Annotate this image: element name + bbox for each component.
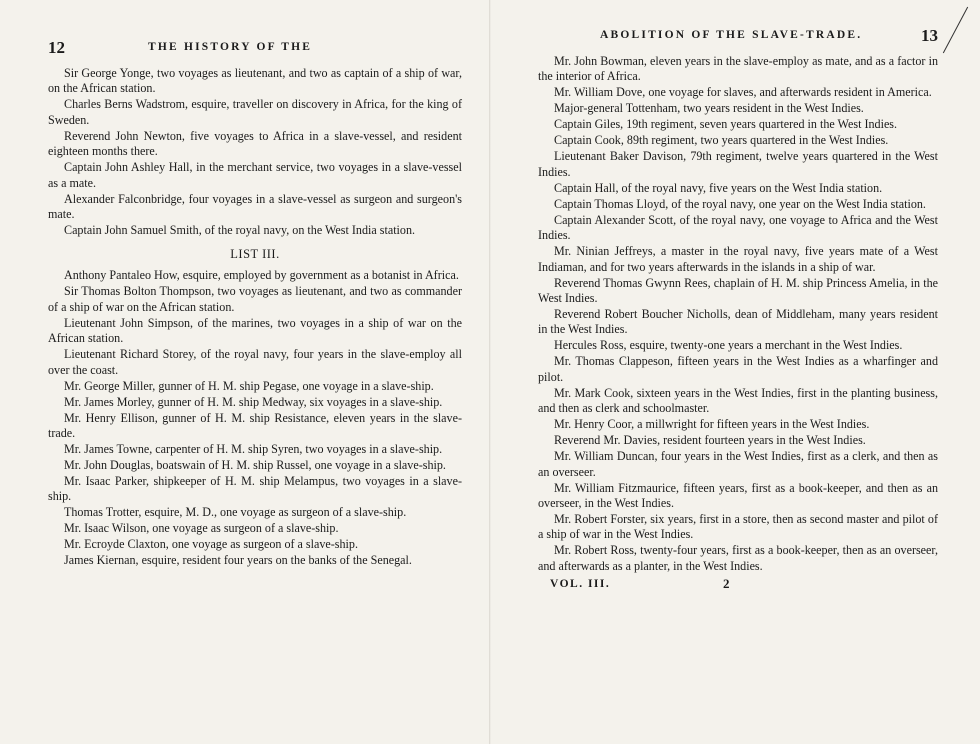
list-entry: Hercules Ross, esquire, twenty-one years a merchant in the West Indies. <box>554 338 903 353</box>
list-entry: Sir Thomas Bolton Thompson, two voyages as lieutenant, and two as commander of a ship of war on the African station. <box>48 284 462 314</box>
list-entry: Captain Alexander Scott, of the royal navy, one voyage to Africa and the West Indies. <box>538 212 938 243</box>
list-entry: Mr. Isaac Parker, shipkeeper of H. M. ship Melampus, two voyages in a slave-ship. <box>48 474 462 504</box>
list-entry: Sir George Yonge, two voyages as lieutenant, and two as captain of a ship of war, on the African station. <box>48 66 462 96</box>
pen-stroke-mark <box>943 7 968 53</box>
list-entry: James Kiernan, esquire, resident four years on the banks of the Senegal. <box>64 553 412 568</box>
volume-label: VOL. III. <box>550 578 611 591</box>
list-entry: Captain John Samuel Smith, of the royal navy, on the West India station. <box>64 223 416 238</box>
list-entry: Captain Thomas Lloyd, of the royal navy, one year on the West India station. <box>554 196 926 211</box>
list-entry: Captain John Ashley Hall, in the merchant service, two voyages in a slave-vessel as a mate. <box>48 160 462 190</box>
list-entry: Mr. George Miller, gunner of H. M. ship Pegase, one voyage in a slave-ship. <box>64 378 434 393</box>
signature-mark: 2 <box>723 576 730 592</box>
list-entry: Mr. William Duncan, four years in the West Indies, first as a clerk, and then as an overseer. <box>538 449 938 479</box>
list-entry: Mr. William Dove, one voyage for slaves, and afterwards resident in America. <box>554 85 932 100</box>
right-header <box>538 26 938 44</box>
list-entry: Captain Cook, 89th regiment, two years quartered in the West Indies. <box>554 133 889 148</box>
list-entry: Mr. John Bowman, eleven years in the slave-employ as mate, and as a factor in the interior of Africa. <box>538 54 938 84</box>
list-entry: Reverend Mr. Davies, resident fourteen years in the West Indies. <box>554 433 866 448</box>
list-entry: Lieutenant Baker Davison, 79th regiment, twelve years quartered in the West Indies. <box>538 149 938 179</box>
list-entry: Mr. John Douglas, boatswain of H. M. ship Russel, one voyage in a slave-ship. <box>64 458 446 473</box>
list-entry: Mr. Ninian Jeffreys, a master in the royal navy, five years mate of a West Indiaman, and for two years afterwards in the islands in a ship of war. <box>538 244 938 274</box>
list-entry: Lieutenant Richard Storey, of the royal navy, four years in the slave-employ all over the coast. <box>48 347 462 377</box>
list-entry: Captain Hall, of the royal navy, five years on the West India station. <box>554 180 883 195</box>
right-page-number: 13 <box>921 26 938 45</box>
left-running-head: THE HISTORY OF THE <box>148 41 313 53</box>
left-page-number: 12 <box>48 38 65 57</box>
list-entry: Reverend Thomas Gwynn Rees, chaplain of H. M. ship Princess Amelia, in the West Indies. <box>538 275 938 306</box>
right-page <box>490 0 980 744</box>
list-entry: Mr. Henry Coor, a millwright for fifteen years in the West Indies. <box>554 417 870 432</box>
list-entry: Mr. Robert Ross, twenty-four years, first as a book-keeper, then as an overseer, and afterwards as a planter, in the West Indies. <box>538 543 938 573</box>
list-heading: LIST III. <box>230 247 280 262</box>
list-entry: Alexander Falconbridge, four voyages in a slave-vessel as surgeon and surgeon's mate. <box>48 191 462 222</box>
list-entry: Mr. Robert Forster, six years, first in a store, then as second master and pilot of a ship of war in the West Indies. <box>538 512 938 542</box>
left-entries-bottom <box>48 268 462 568</box>
list-entry: Lieutenant John Simpson, of the marines, two voyages in a ship of war on the African station. <box>48 315 462 346</box>
list-entry: Mr. Ecroyde Claxton, one voyage as surgeon of a slave-ship. <box>64 537 358 552</box>
list-entry: Mr. Thomas Clappeson, fifteen years in the West Indies as a wharfinger and pilot. <box>538 354 938 384</box>
list-entry: Mr. James Towne, carpenter of H. M. ship Syren, two voyages in a slave-ship. <box>64 442 443 457</box>
list-entry: Mr. Mark Cook, sixteen years in the West Indies, first in the planting business, and then as clerk and schoolmaster. <box>538 385 938 416</box>
right-running-head: ABOLITION OF THE SLAVE-TRADE. <box>600 29 863 41</box>
list-entry: Mr. Henry Ellison, gunner of H. M. ship Resistance, eleven years in the slave-trade. <box>48 410 462 441</box>
list-entry: Mr. James Morley, gunner of H. M. ship Medway, six voyages in a slave-ship. <box>64 394 443 409</box>
right-entries <box>538 54 938 574</box>
left-entries-top <box>48 66 462 238</box>
right-footer <box>538 578 938 596</box>
list-entry: Reverend John Newton, five voyages to Africa in a slave-vessel, and resident eighteen months there. <box>48 128 462 159</box>
list-entry: Captain Giles, 19th regiment, seven years quartered in the West Indies. <box>554 117 898 132</box>
list-entry: Reverend Robert Boucher Nicholls, dean of Middleham, many years resident in the West Indies. <box>538 307 938 337</box>
list-entry: Mr. William Fitzmaurice, fifteen years, first as a book-keeper, and then as an overseer, in the West Indies. <box>538 480 938 511</box>
list-entry: Mr. Isaac Wilson, one voyage as surgeon of a slave-ship. <box>64 521 339 536</box>
list-entry: Thomas Trotter, esquire, M. D., one voyage as surgeon of a slave-ship. <box>64 505 407 520</box>
left-header <box>48 38 462 56</box>
list-entry: Major-general Tottenham, two years resident in the West Indies. <box>554 101 864 116</box>
list-entry: Charles Berns Wadstrom, esquire, traveller on discovery in Africa, for the king of Sweden. <box>48 97 462 127</box>
list-entry: Anthony Pantaleo How, esquire, employed by government as a botanist in Africa. <box>64 268 459 283</box>
